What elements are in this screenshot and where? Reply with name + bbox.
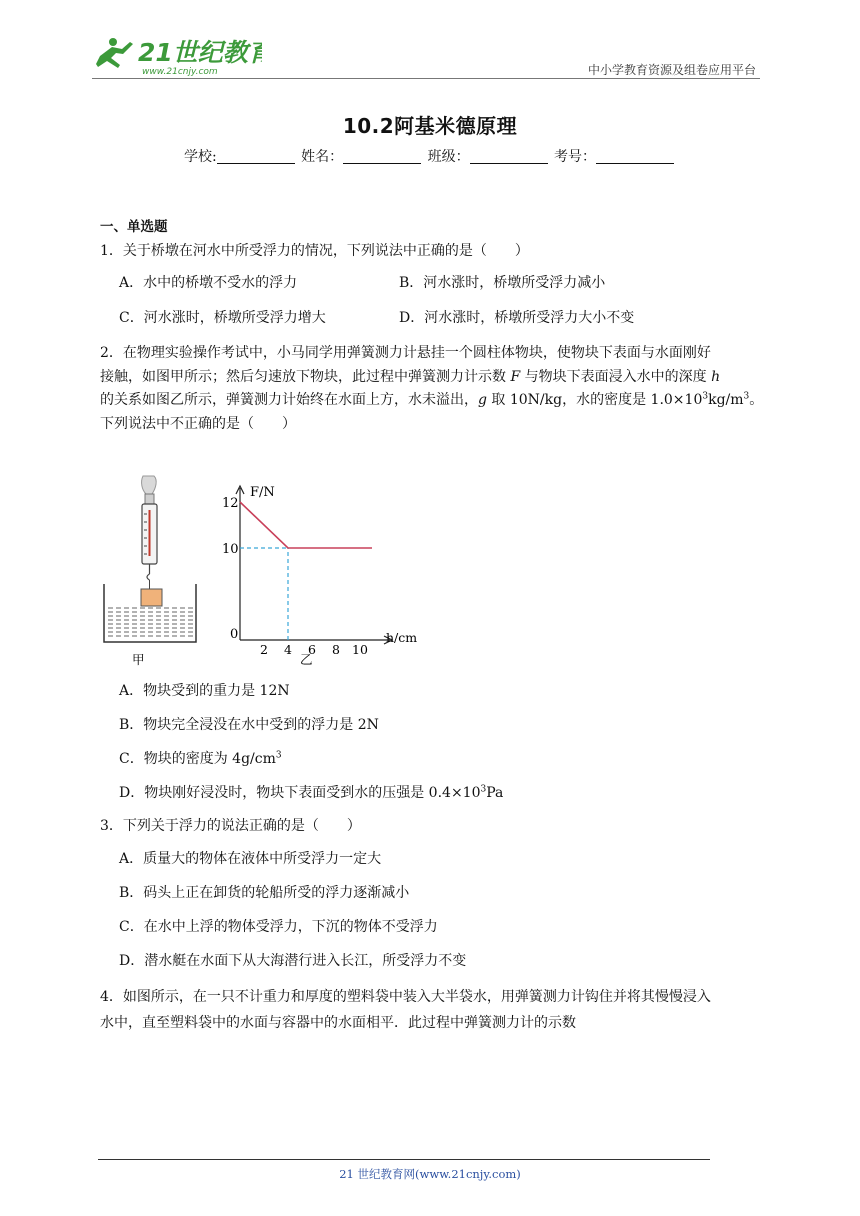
var-g: g xyxy=(478,392,487,408)
question-4-line-1: 4．如图所示，在一只不计重力和厚度的塑料袋中装入大半袋水，用弹簧测力计钩住并将其慢慢浸入 xyxy=(100,989,711,1005)
school-blank[interactable] xyxy=(217,149,295,164)
name-label: 姓名： xyxy=(301,149,344,165)
student-info-line xyxy=(0,146,860,166)
scale-ring xyxy=(145,494,154,504)
option-d[interactable]: D．物块刚好浸没时，物块下表面受到水的压强是 $0.4\times 10^3Pa$ xyxy=(119,784,504,801)
option-c[interactable]: C．物块的密度为 $4g/cm^3$ xyxy=(119,750,282,767)
question-4-line-2: 水中，直至塑料袋中的水面与容器中的水面相平．此过程中弹簧测力计的示数 xyxy=(100,1015,576,1031)
option-c[interactable]: C．在水中上浮的物体受浮力，下沉的物体不受浮力 xyxy=(119,919,438,935)
footer-text: 21 世纪教育网(www.21cnjy.com) xyxy=(339,1167,521,1181)
question-3-options xyxy=(100,848,764,984)
footer-divider xyxy=(98,1159,710,1160)
var-f: F xyxy=(510,368,521,385)
question-2-line-3: 的关系如图乙所示，弹簧测力计始终在水面上方，水未溢出，g 取 10N/kg，水的密度是 $1.0\times 10^3kg/m^3$。 xyxy=(100,391,764,408)
option-a[interactable]: A．质量大的物体在液体中所受浮力一定大 xyxy=(119,851,382,867)
origin-label: 0 xyxy=(230,627,239,642)
label-jia: 甲 xyxy=(132,652,145,667)
question-3 xyxy=(100,815,764,984)
question-1 xyxy=(100,240,764,330)
page-title: 10.2阿基米德原理 xyxy=(342,114,518,138)
option-b[interactable]: B．码头上正在卸货的轮船所受的浮力逐渐减小 xyxy=(119,885,410,901)
exam-number-blank[interactable] xyxy=(596,149,674,164)
question-2-options xyxy=(100,680,759,816)
school-label: 学校: xyxy=(183,149,217,165)
hand-icon xyxy=(142,476,157,494)
cylinder-block xyxy=(141,589,162,606)
class-blank[interactable] xyxy=(470,149,548,164)
option-c[interactable]: C．河水涨时，桥墩所受浮力增大 xyxy=(119,310,326,326)
question-2 xyxy=(100,342,764,436)
y-tick-10: 10 xyxy=(222,542,239,557)
x-tick-4: 4 xyxy=(284,642,292,657)
option-a[interactable]: A．物块受到的重力是 12N xyxy=(119,683,290,699)
y-axis-label: F/N xyxy=(250,485,275,500)
option-d[interactable]: D．潜水艇在水面下从大海潜行进入长江，所受浮力不变 xyxy=(119,953,467,969)
var-h: h xyxy=(711,368,721,385)
logo-runner-head xyxy=(109,38,117,46)
apparatus-jia xyxy=(104,476,196,642)
option-d[interactable]: D．河水涨时，桥墩所受浮力大小不变 xyxy=(399,310,635,326)
question-2-line-1: 2．在物理实验操作考试中，小马同学用弹簧测力计悬挂一个圆柱体物块，使物块下表面与水面刚好 xyxy=(100,345,711,361)
question-2-figure xyxy=(100,474,430,670)
label-yi: 乙 xyxy=(300,652,313,667)
question-3-stem: 3．下列关于浮力的说法正确的是（ ） xyxy=(100,818,361,834)
question-1-options xyxy=(100,272,764,330)
section-heading: 一、单选题 xyxy=(100,219,168,235)
x-tick-8: 8 xyxy=(332,642,340,657)
y-tick-12: 12 xyxy=(222,496,239,511)
logo-url: www.21cnjy.com xyxy=(142,67,218,77)
class-label: 班级： xyxy=(427,149,470,165)
x-tick-10: 10 xyxy=(352,642,368,657)
header-divider xyxy=(92,78,760,79)
question-2-line-4: 下列说法中不正确的是（ ） xyxy=(100,415,296,432)
logo-runner-body xyxy=(96,42,133,68)
force-depth-line xyxy=(240,502,372,548)
x-tick-6: 6 xyxy=(308,642,316,657)
name-blank[interactable] xyxy=(343,149,421,164)
question-1-stem: 1．关于桥墩在河水中所受浮力的情况，下列说法中正确的是（ ） xyxy=(100,243,529,259)
question-2-line-2: 接触，如图甲所示；然后匀速放下物块，此过程中弹簧测力计示数 F 与物块下表面浸入水中的深度 h xyxy=(100,368,721,385)
option-b[interactable]: B．河水涨时，桥墩所受浮力减小 xyxy=(399,275,606,291)
x-axis-label: h/cm xyxy=(386,630,418,645)
option-a[interactable]: A．水中的桥墩不受水的浮力 xyxy=(119,275,298,291)
exam-number-label: 考号： xyxy=(554,149,597,165)
x-tick-2: 2 xyxy=(260,642,268,657)
platform-name: 中小学教育资源及组卷应用平台 xyxy=(587,63,756,77)
question-4 xyxy=(100,984,764,1036)
logo-text: 21世纪教育 xyxy=(138,38,262,67)
site-logo xyxy=(92,34,262,78)
chart-yi xyxy=(222,485,417,657)
option-b[interactable]: B．物块完全浸没在水中受到的浮力是 2N xyxy=(119,717,379,733)
